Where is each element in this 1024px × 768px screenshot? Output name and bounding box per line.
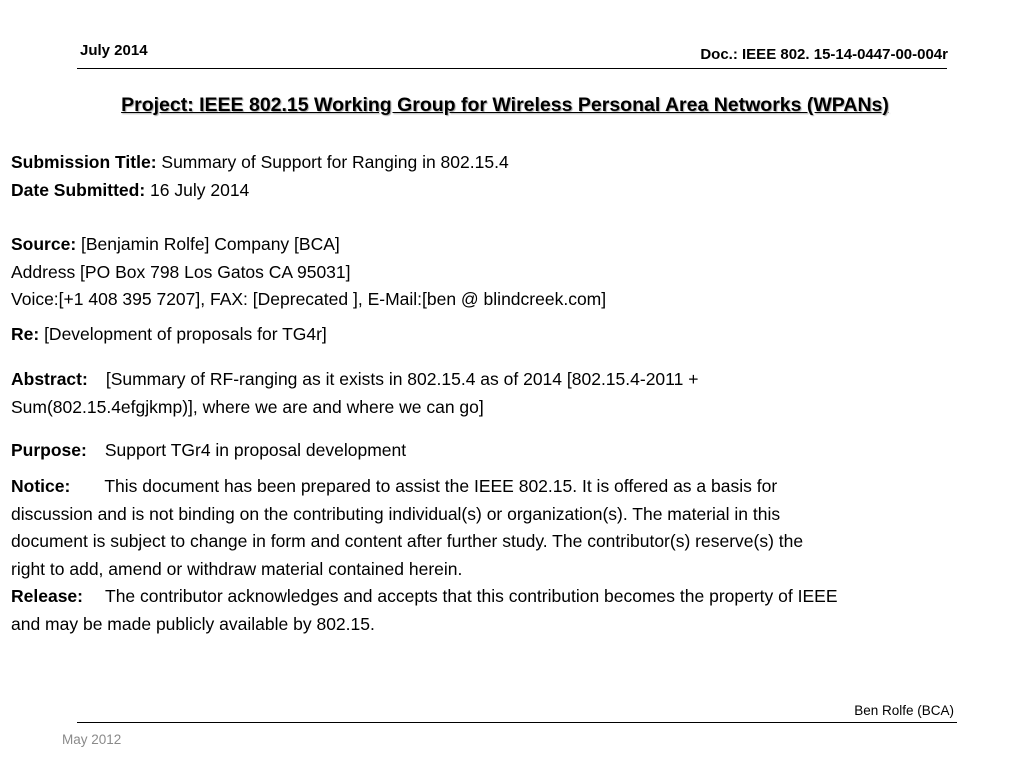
footer-author <box>854 703 954 718</box>
purpose-value: Support TGr4 in proposal development <box>104 440 407 460</box>
abstract-block <box>11 366 1001 421</box>
purpose-line <box>11 437 1001 465</box>
date-submitted-label: Date Submitted: <box>11 179 146 200</box>
abstract-line-1 <box>11 366 1001 394</box>
notice-label: Notice: <box>11 476 71 496</box>
notice-text-4: right to add, amend or withdraw material contained herein. <box>11 558 463 579</box>
release-text-2: and may be made publicly available by 802.15. <box>11 613 375 634</box>
header-doc-id: Doc.: IEEE 802. 15-14-0447-00-004r <box>700 46 948 63</box>
footer-date: May 2012 <box>62 732 122 747</box>
notice-line-1 <box>11 473 1001 501</box>
purpose-label: Purpose: <box>11 440 87 460</box>
release-label: Release: <box>11 586 83 606</box>
release-line-1 <box>11 583 1001 611</box>
submission-title-value: Summary of Support for Ranging in 802.15.4 <box>156 152 509 172</box>
re-line <box>11 321 1001 349</box>
abstract-value-2: Sum(802.15.4efgjkmp)], where we are and where we can go] <box>11 396 484 417</box>
source-label: Source: <box>11 234 77 254</box>
footer-author-paren: ) <box>949 703 954 718</box>
source-value: [Benjamin Rolfe] Company [BCA] <box>76 234 340 254</box>
source-line <box>11 231 1001 259</box>
release-text-1: The contributor acknowledges and accepts that this contribution becomes the property of IEEE <box>105 586 838 606</box>
notice-text-1: This document has been prepared to assist the IEEE 802.15. It is offered as a basis for <box>104 476 778 496</box>
project-title: Project: IEEE 802.15 Working Group for Wireless Personal Area Networks (WPANs) <box>121 94 889 116</box>
date-submitted-line <box>11 177 1001 205</box>
source-contact: Voice:[+1 408 395 7207], FAX: [Deprecated ], E-Mail:[ben @ blindcreek.com] <box>11 289 607 309</box>
footer-divider <box>77 722 957 723</box>
header-divider <box>77 68 947 69</box>
notice-text-3: document is subject to change in form and content after further study. The contributor(s) reserve(s) the <box>11 531 804 551</box>
footer-author-text: Ben Rolfe (BCA <box>854 703 950 718</box>
date-submitted-value: 16 July 2014 <box>145 179 250 200</box>
notice-text-2: discussion and is not binding on the contributing individual(s) or organization(s). The material in this <box>11 503 781 524</box>
submission-block <box>11 149 1001 204</box>
source-address: Address [PO Box 798 Los Gatos CA 95031] <box>11 261 351 282</box>
source-block <box>11 231 1001 314</box>
notice-release-block <box>11 473 1001 638</box>
submission-title-line <box>11 149 1001 177</box>
submission-title-label: Submission Title: <box>11 152 157 172</box>
abstract-label: Abstract: <box>11 369 88 389</box>
re-label: Re: <box>11 324 40 344</box>
re-value: [Development of proposals for TG4r] <box>39 324 327 344</box>
abstract-value-1: [Summary of RF-ranging as it exists in 802.15.4 as of 2014 [802.15.4-2011 + <box>105 369 699 389</box>
header-date: July 2014 <box>80 42 148 59</box>
